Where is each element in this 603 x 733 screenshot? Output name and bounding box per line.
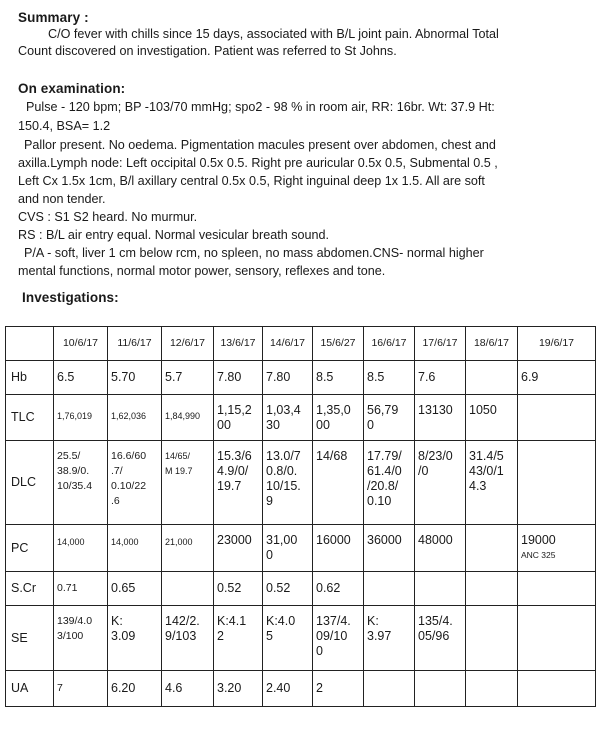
date-header: 13/6/17 [214, 327, 263, 361]
examination-line: CVS : S1 S2 heard. No murmur. [18, 210, 198, 224]
date-header: 15/6/27 [313, 327, 364, 361]
examination-line: RS : B/L air entry equal. Normal vesicular breath sound. [18, 228, 330, 242]
table-cell: 1,84,990 [162, 395, 214, 441]
table-cell: K: 3.97 [364, 606, 415, 671]
date-header: 18/6/17 [466, 327, 518, 361]
row-label: S.Cr [6, 572, 54, 606]
table-cell [518, 441, 596, 525]
examination-line: Pulse - 120 bpm; BP -103/70 mmHg; spo2 - 98 % in room air, RR: 16br. Wt: 37.9 Ht: [26, 100, 495, 114]
table-cell [364, 572, 415, 606]
examination-line: P/A - soft, liver 1 cm below rcm, no spleen, no mass abdomen.CNS- normal higher [24, 246, 484, 260]
table-cell: 0.52 [214, 572, 263, 606]
table-cell: 13130 [415, 395, 466, 441]
table-cell [518, 606, 596, 671]
table-cell: 6.5 [54, 361, 108, 395]
table-cell: 8.5 [364, 361, 415, 395]
summary-line: C/O fever with chills since 15 days, associated with B/L joint pain. Abnormal Total [48, 27, 499, 41]
table-cell: 31,00 0 [263, 525, 313, 572]
table-row-ua [6, 671, 596, 707]
table-cell [518, 395, 596, 441]
table-cell: 135/4. 05/96 [415, 606, 466, 671]
table-cell: 137/4. 09/10 0 [313, 606, 364, 671]
table-cell: 8.5 [313, 361, 364, 395]
table-row-pc [6, 525, 596, 572]
investigations-table [5, 326, 596, 707]
examination-line: Pallor present. No oedema. Pigmentation macules present over abdomen, chest and [24, 138, 496, 152]
table-cell: 16000 [313, 525, 364, 572]
table-cell [518, 572, 596, 606]
table-cell: 1,15,2 00 [214, 395, 263, 441]
table-row-tlc [6, 395, 596, 441]
table-cell: 14,000 [108, 525, 162, 572]
table-cell [518, 525, 596, 572]
table-cell: 56,79 0 [364, 395, 415, 441]
summary-line: Count discovered on investigation. Patient was referred to St Johns. [18, 44, 397, 58]
table-cell: 23000 [214, 525, 263, 572]
table-cell: 1,35,0 00 [313, 395, 364, 441]
table-cell: 0.62 [313, 572, 364, 606]
examination-line: and non tender. [18, 192, 106, 206]
table-cell: 0.71 [54, 572, 108, 606]
date-header: 10/6/17 [54, 327, 108, 361]
summary-heading: Summary : [18, 10, 89, 25]
date-header: 12/6/17 [162, 327, 214, 361]
table-cell [415, 572, 466, 606]
table-row-se [6, 606, 596, 671]
table-cell: 142/2. 9/103 [162, 606, 214, 671]
date-header: 14/6/17 [263, 327, 313, 361]
examination-line: mental functions, normal motor power, sensory, reflexes and tone. [18, 264, 386, 278]
table-cell: 6.20 [108, 671, 162, 707]
table-cell: 0.52 [263, 572, 313, 606]
table-cell [415, 671, 466, 707]
table-header-row [6, 327, 596, 361]
table-cell [518, 671, 596, 707]
table-cell: 7.80 [263, 361, 313, 395]
table-cell: 31.4/5 43/0/1 4.3 [466, 441, 518, 525]
table-row-scr [6, 572, 596, 606]
table-cell: 14/65/ M 19.7 [162, 441, 214, 525]
table-cell: 36000 [364, 525, 415, 572]
row-label: PC [6, 525, 54, 572]
table-cell: 25.5/ 38.9/0. 10/35.4 [54, 441, 108, 525]
table-row-hb [6, 361, 596, 395]
table-cell [364, 671, 415, 707]
table-cell [466, 525, 518, 572]
table-cell: 3.20 [214, 671, 263, 707]
date-header: 16/6/17 [364, 327, 415, 361]
table-cell: 5.7 [162, 361, 214, 395]
table-cell: 14/68 [313, 441, 364, 525]
table-cell: 139/4.0 3/100 [54, 606, 108, 671]
table-cell: 7.6 [415, 361, 466, 395]
date-header: 17/6/17 [415, 327, 466, 361]
table-cell: 6.9 [518, 361, 596, 395]
row-label: SE [6, 606, 54, 671]
table-cell: K:4.1 2 [214, 606, 263, 671]
table-cell: 48000 [415, 525, 466, 572]
table-cell [466, 361, 518, 395]
table-cell: 1050 [466, 395, 518, 441]
table-cell: 7 [54, 671, 108, 707]
table-cell [466, 671, 518, 707]
date-header: 19/6/17 [518, 327, 596, 361]
anc-note: ANC 325 [521, 550, 556, 560]
table-cell: 8/23/0 /0 [415, 441, 466, 525]
table-cell: 7.80 [214, 361, 263, 395]
table-cell: 21,000 [162, 525, 214, 572]
header-corner [6, 327, 54, 361]
table-cell: 2.40 [263, 671, 313, 707]
table-cell [162, 572, 214, 606]
examination-heading: On examination: [18, 81, 126, 96]
row-label: UA [6, 671, 54, 707]
table-cell [466, 606, 518, 671]
table-cell: 0.65 [108, 572, 162, 606]
examination-line: axilla.Lymph node: Left occipital 0.5x 0.5. Right pre auricular 0.5x 0.5, Submental 0.5 , [18, 156, 498, 170]
table-row-dlc [6, 441, 596, 525]
table-cell: 2 [313, 671, 364, 707]
investigations-heading: Investigations: [22, 290, 119, 305]
row-label: DLC [6, 441, 54, 525]
table-cell: 13.0/7 0.8/0. 10/15. 9 [263, 441, 313, 525]
row-label: Hb [6, 361, 54, 395]
table-cell: K: 3.09 [108, 606, 162, 671]
table-cell: 5.70 [108, 361, 162, 395]
table-cell: 4.6 [162, 671, 214, 707]
date-header: 11/6/17 [108, 327, 162, 361]
table-cell: 17.79/ 61.4/0 /20.8/ 0.10 [364, 441, 415, 525]
table-cell: 1,03,4 30 [263, 395, 313, 441]
examination-line: 150.4, BSA= 1.2 [18, 119, 111, 133]
pc-value: 19000 [521, 533, 556, 547]
table-cell: 1,62,036 [108, 395, 162, 441]
examination-line: Left Cx 1.5x 1cm, B/l axillary central 0.5x 0.5, Right inguinal deep 1x 1.5. All are soft [18, 174, 485, 188]
row-label: TLC [6, 395, 54, 441]
table-cell: K:4.0 5 [263, 606, 313, 671]
table-cell [466, 572, 518, 606]
table-cell: 14,000 [54, 525, 108, 572]
table-cell: 15.3/6 4.9/0/ 19.7 [214, 441, 263, 525]
table-cell: 1,76,019 [54, 395, 108, 441]
table-cell: 16.6/60 .7/ 0.10/22 .6 [108, 441, 162, 525]
